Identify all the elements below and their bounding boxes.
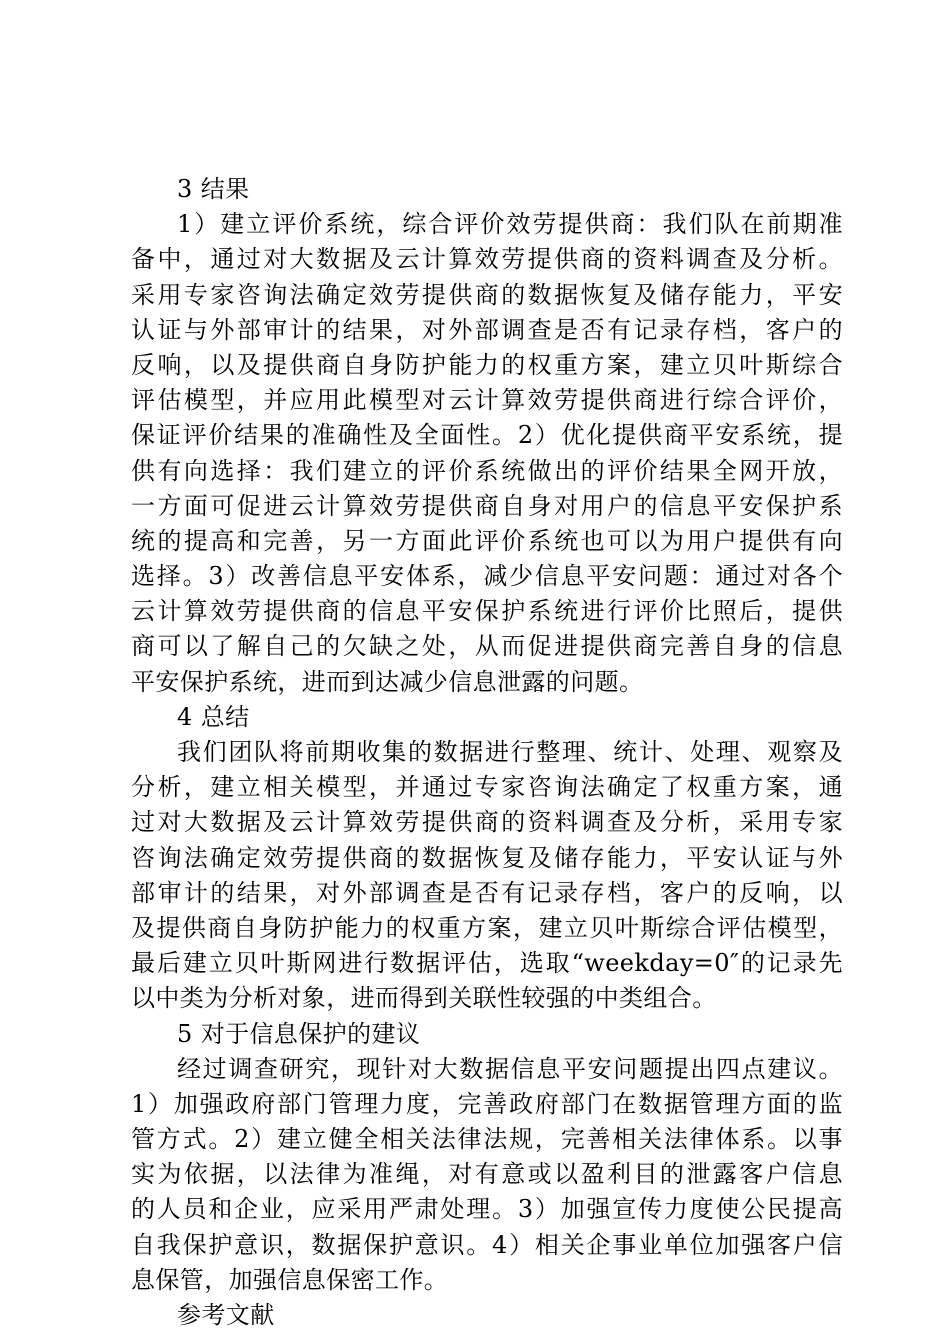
paragraph-line-last: 以中类为分析对象，进而得到关联性较强的中类组合。 <box>131 984 717 1013</box>
paragraph-line-last: 息保管，加强信息保密工作。 <box>131 1265 449 1294</box>
paragraph-line: 评估模型，并应用此模型对云计算效劳提供商进行综合评价， <box>131 386 843 415</box>
paragraph-line: 一方面可促进云计算效劳提供商自身对用户的信息平安保护系 <box>131 491 843 520</box>
paragraph-line: 的人员和企业，应采用严肃处理。3）加强宣传力度使公民提高 <box>131 1195 843 1224</box>
paragraph-line: 分析，建立相关模型，并通过专家咨询法确定了权重方案，通 <box>131 773 843 802</box>
paragraph-line: 经过调查研究，现针对大数据信息平安问题提出四点建议。 <box>177 1054 843 1083</box>
section-heading-results: 3 结果 <box>177 175 250 203</box>
paragraph-line: 反响，以及提供商自身防护能力的权重方案，建立贝叶斯综合 <box>131 350 843 379</box>
paragraph-line: 商可以了解自己的欠缺之处，从而促进提供商完善自身的信息 <box>131 632 843 661</box>
document-page <box>131 172 843 1333</box>
paragraph-line: 最后建立贝叶斯网进行数据评估，选取“weekday=0″的记录先 <box>131 949 843 978</box>
paragraph-line: 咨询法确定效劳提供商的数据恢复及储存能力，平安认证与外 <box>131 843 843 872</box>
paragraph-line: 保证评价结果的准确性及全面性。2）优化提供商平安系统，提 <box>131 421 843 450</box>
paragraph-line: 实为依据，以法律为准绳，对有意或以盈利目的泄露客户信息 <box>131 1160 843 1189</box>
section-heading-references: 参考文献 <box>177 1301 275 1329</box>
paragraph-line: 自我保护意识，数据保护意识。4）相关企事业单位加强客户信 <box>131 1230 843 1259</box>
paragraph-line: 及提供商自身防护能力的权重方案，建立贝叶斯综合评估模型， <box>131 913 843 942</box>
paragraph-line: 部审计的结果，对外部调查是否有记录存档，客户的反响，以 <box>131 878 843 907</box>
paragraph-line: 我们团队将前期收集的数据进行整理、统计、处理、观察及 <box>177 738 843 766</box>
paragraph-line: 统的提高和完善，另一方面此评价系统也可以为用户提供有向 <box>131 526 843 555</box>
section-heading-recommendations: 5 对于信息保护的建议 <box>177 1019 421 1048</box>
paragraph-line: 认证与外部审计的结果，对外部调查是否有记录存档，客户的 <box>131 315 843 344</box>
paragraph-line-last: 平安保护系统，进而到达减少信息泄露的问题。 <box>131 667 644 696</box>
paragraph-line: 管方式。2）建立健全相关法律法规，完善相关法律体系。以事 <box>131 1125 843 1154</box>
paragraph-line: 采用专家咨询法确定效劳提供商的数据恢复及储存能力，平安 <box>131 280 843 309</box>
paragraph-line: 供有向选择：我们建立的评价系统做出的评价结果全网开放， <box>131 456 843 485</box>
paragraph-line: 备中，通过对大数据及云计算效劳提供商的资料调查及分析。 <box>131 245 843 274</box>
paragraph-line: 过对大数据及云计算效劳提供商的资料调查及分析，采用专家 <box>131 808 843 837</box>
paragraph-line: 1）建立评价系统，综合评价效劳提供商：我们队在前期准 <box>177 210 843 239</box>
section-heading-summary: 4 总结 <box>177 702 250 731</box>
paragraph-line: 选择。3）改善信息平安体系，减少信息平安问题：通过对各个 <box>131 562 843 591</box>
paragraph-line: 云计算效劳提供商的信息平安保护系统进行评价比照后，提供 <box>131 597 843 626</box>
paragraph-line: 1）加强政府部门管理力度，完善政府部门在数据管理方面的监 <box>131 1089 843 1118</box>
